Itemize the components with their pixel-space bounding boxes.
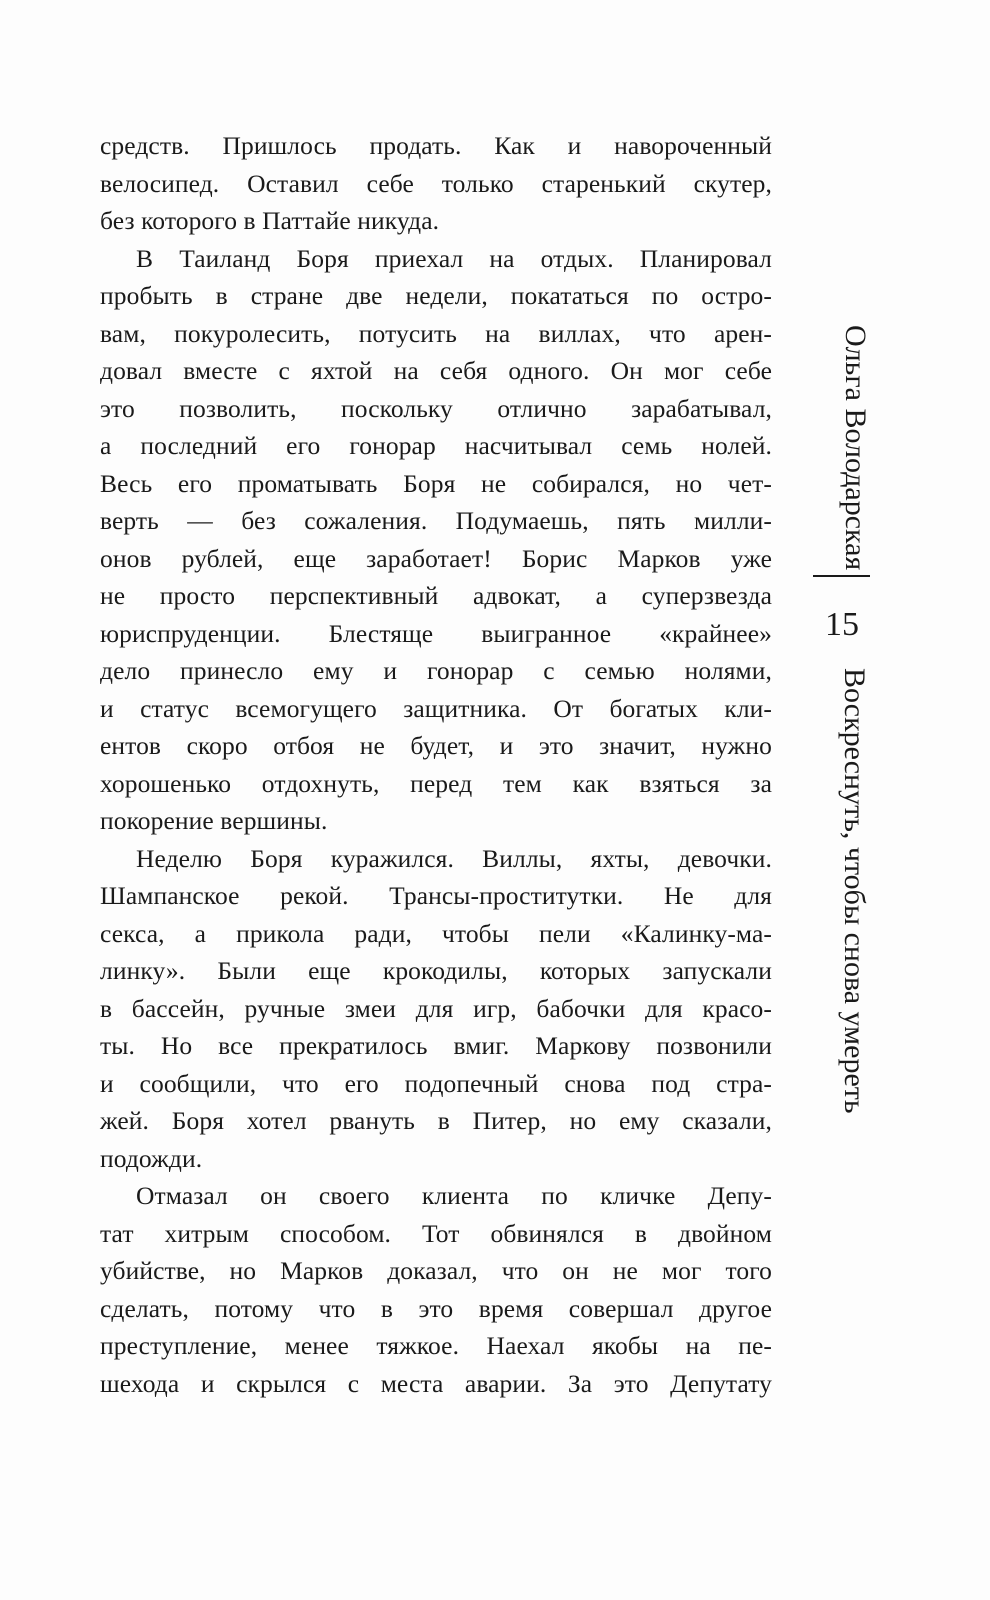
text-line: не просто перспективный адвокат, а суперзвезда — [100, 581, 772, 610]
text-line: верть — без сожаления. Подумаешь, пять милли- — [100, 506, 772, 535]
text-line: Отмазал он своего клиента по кличке Депу- — [136, 1181, 772, 1210]
body-text — [100, 127, 772, 1402]
text-line: линку». Были еще крокодилы, которых запускали — [100, 956, 772, 985]
text-line: покорение вершины. — [100, 806, 328, 835]
text-line: ты. Но все прекратилось вмиг. Маркову позвонили — [100, 1031, 772, 1060]
text-line: Шампанское рекой. Трансы-проститутки. Не для — [100, 881, 772, 910]
text-line: преступление, менее тяжкое. Наехал якобы на пе- — [100, 1331, 772, 1360]
running-head-author: Ольга Володарская — [839, 324, 872, 570]
text-line: вам, покуролесить, потусить на виллах, что арен- — [100, 318, 772, 348]
text-line: велосипед. Оставил себе только старенький скутер, — [100, 168, 772, 198]
text-line: пробыть в стране две недели, покататься по остро- — [100, 281, 772, 310]
running-head-title: Воскреснуть, чтобы снова умереть — [838, 668, 871, 1114]
text-line: это позволить, поскольку отлично зарабатывал, — [100, 393, 772, 423]
text-line: а последний его гонорар насчитывал семь нолей. — [100, 431, 772, 460]
text-line: в бассейн, ручные змеи для игр, бабочки для красо- — [100, 993, 772, 1023]
text-line: и сообщили, что его подопечный снова под стра- — [100, 1068, 772, 1098]
text-line: средств. Пришлось продать. Как и навороченный — [100, 131, 772, 160]
text-line: В Таиланд Боря приехал на отдых. Планировал — [136, 243, 772, 273]
page-number: 15 — [825, 606, 859, 643]
text-line: убийстве, но Марков доказал, что он не мог того — [100, 1256, 772, 1285]
text-line: дело принесло ему и гонорар с семью нолями, — [100, 656, 772, 685]
text-line: хорошенько отдохнуть, перед тем как взяться за — [100, 768, 772, 798]
text-line: Весь его проматывать Боря не собирался, но чет- — [100, 468, 772, 498]
text-line: онов рублей, еще заработает! Борис Марков уже — [100, 543, 772, 573]
text-line: секса, а прикола ради, чтобы пели «Калинку-ма- — [100, 918, 772, 948]
text-line: жей. Боря хотел рвануть в Питер, но ему сказали, — [100, 1106, 772, 1135]
text-line: ентов скоро отбоя не будет, и это значит, нужно — [100, 731, 772, 760]
text-line: тат хитрым способом. Тот обвинялся в двойном — [100, 1218, 772, 1248]
text-line: без которого в Паттайе никуда. — [100, 206, 440, 235]
text-line: шехода и скрылся с места аварии. За это Депутату — [100, 1368, 772, 1398]
text-line: Неделю Боря куражился. Виллы, яхты, девочки. — [136, 843, 772, 873]
text-line: и статус всемогущего защитника. От богатых кли- — [100, 693, 772, 723]
text-line: подожди. — [100, 1143, 203, 1173]
text-line: довал вместе с яхтой на себя одного. Он мог себе — [100, 356, 772, 385]
running-head-divider — [813, 575, 870, 577]
text-line: юриспруденции. Блестяще выигранное «крайнее» — [100, 618, 772, 648]
text-line: сделать, потому что в это время совершал другое — [100, 1293, 772, 1323]
